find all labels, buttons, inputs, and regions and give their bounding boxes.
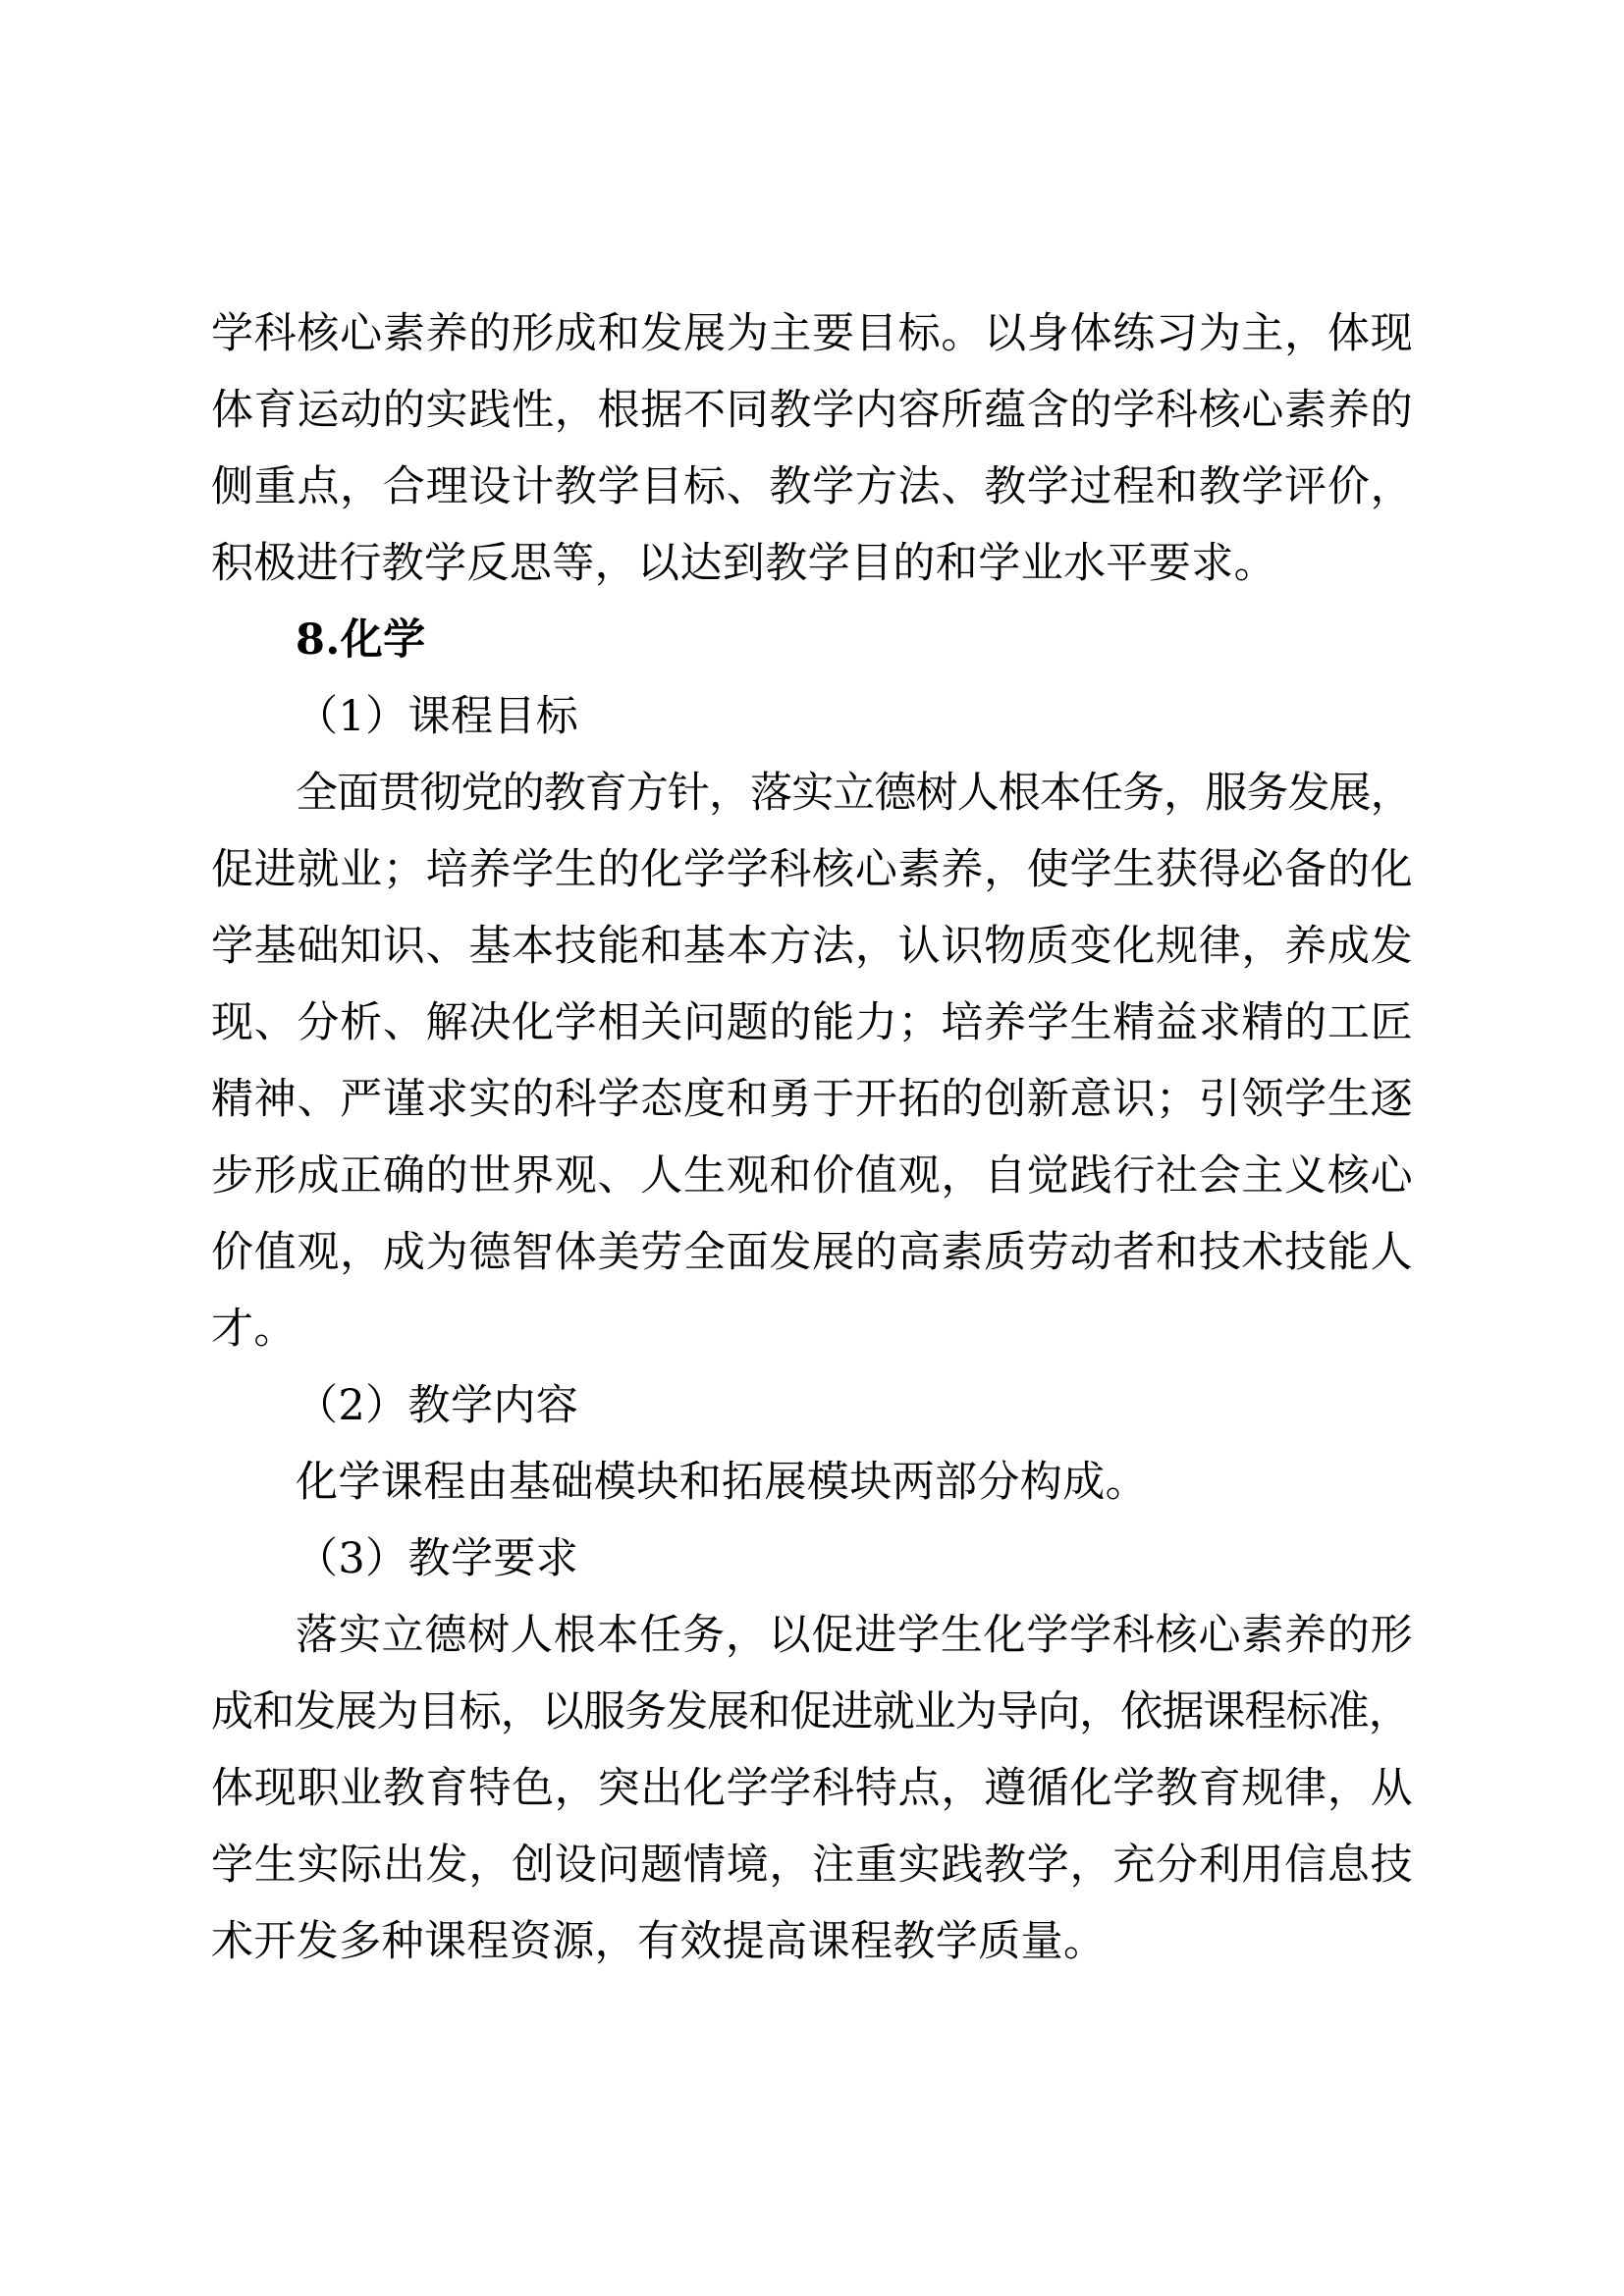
paragraph-objectives-line-4: 现、分析、解决化学相关问题的能力；培养学生精益求精的工匠 <box>211 998 1413 1047</box>
paragraph-requirements-line-5: 术开发多种课程资源，有效提高课程教学质量。 <box>211 1917 1107 1966</box>
paragraph-pe-line-4: 积极进行教学反思等，以达到教学目的和学业水平要求。 <box>211 539 1276 588</box>
paragraph-objectives-line-1: 全面贯彻党的教育方针，落实立德树人根本任务，服务发展， <box>296 769 1412 818</box>
paragraph-pe-line-1: 学科核心素养的形成和发展为主要目标。以身体练习为主，体现 <box>211 309 1413 358</box>
text-block <box>211 295 1413 1980</box>
subheading-teaching-requirements: （3）教学要求 <box>296 1534 579 1583</box>
subheading-course-objectives: （1）课程目标 <box>296 692 579 741</box>
paragraph-pe-line-2: 体育运动的实践性，根据不同教学内容所蕴含的学科核心素养的 <box>211 386 1413 435</box>
paragraph-requirements-line-1: 落实立德树人根本任务，以促进学生化学学科核心素养的形 <box>296 1611 1413 1660</box>
paragraph-requirements-line-2: 成和发展为目标，以服务发展和促进就业为导向，依据课程标准， <box>211 1687 1410 1736</box>
paragraph-requirements-line-3: 体现职业教育特色，突出化学学科特点，遵循化学教育规律，从 <box>211 1764 1413 1813</box>
paragraph-objectives-line-5: 精神、严谨求实的科学态度和勇于开拓的创新意识；引领学生逐 <box>211 1075 1413 1124</box>
heading-chemistry: 8.化学 <box>296 615 426 665</box>
paragraph-requirements-line-4: 学生实际出发，创设问题情境，注重实践教学，充分利用信息技 <box>211 1841 1413 1890</box>
paragraph-pe-line-3: 侧重点，合理设计教学目标、教学方法、教学过程和教学评价， <box>211 462 1413 511</box>
paragraph-objectives-line-3: 学基础知识、基本技能和基本方法，认识物质变化规律，养成发 <box>211 922 1413 971</box>
paragraph-objectives-line-2: 促进就业；培养学生的化学学科核心素养，使学生获得必备的化 <box>211 845 1413 894</box>
subheading-teaching-content: （2）教学内容 <box>296 1381 579 1430</box>
paragraph-objectives-line-8: 才。 <box>211 1305 297 1354</box>
paragraph-objectives-line-6: 步形成正确的世界观、人生观和价值观，自觉践行社会主义核心 <box>211 1151 1413 1201</box>
paragraph-content-line-1: 化学课程由基础模块和拓展模块两部分构成。 <box>296 1458 1148 1507</box>
paragraph-objectives-line-7: 价值观，成为德智体美劳全面发展的高素质劳动者和技术技能人 <box>211 1228 1413 1277</box>
